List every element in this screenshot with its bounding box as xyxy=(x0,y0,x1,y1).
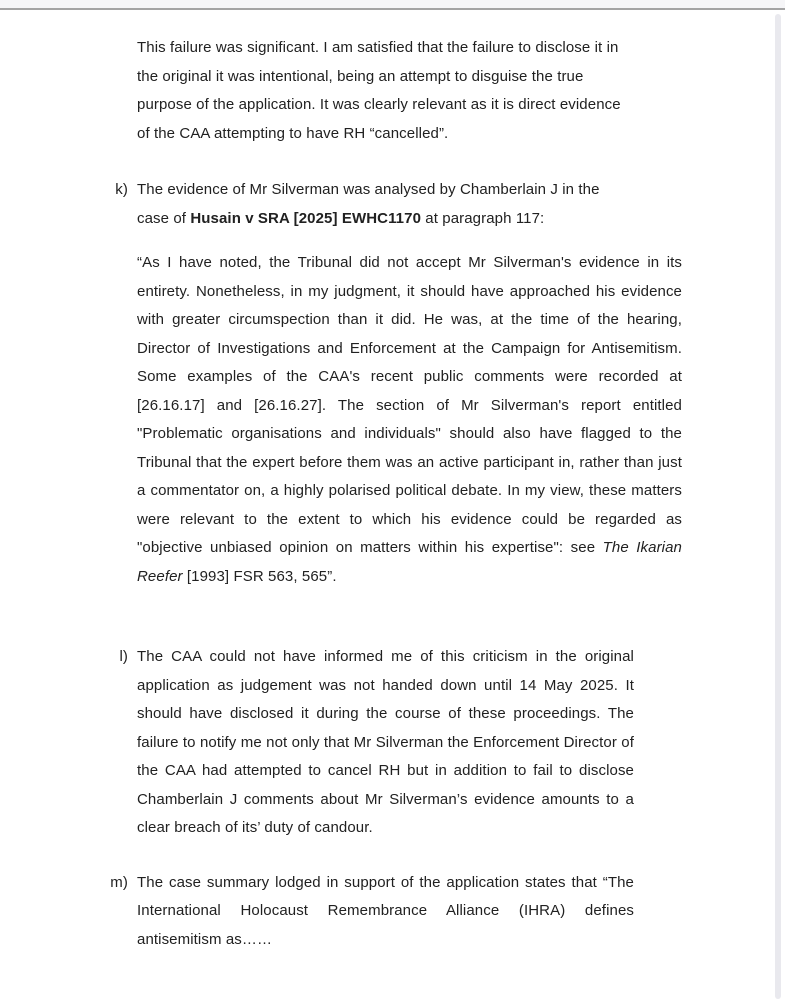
item-l-text: The CAA could not have informed me of this criticism in the original application as judgement was not handed down until 14 May 2025. It should have disclosed it during the course of these proceedings. The failure to notify me not only that Mr Silverman the Enforcement Director of the CAA had attempted to cancel RH but in addition to fail to disclose Chamberlain J comments about Mr Silverman’s evidence amounts to a clear breach of its’ duty of candour. xyxy=(137,648,634,836)
list-item-m xyxy=(105,869,773,955)
list-item-k xyxy=(105,176,773,233)
list-label-m: m) xyxy=(110,873,128,891)
paragraph-intro: This failure was significant. I am satisfied that the failure to disclose it in the original it was intentional, being an attempt to disguise the true purpose of the application. It was clearly relevant as it is direct evidence of the CAA attempting to have RH “cancelled”. xyxy=(137,39,621,142)
list-item-l xyxy=(105,643,773,843)
document-page xyxy=(0,12,773,1001)
quote-text-before: “As I have noted, the Tribunal did not accept Mr Silverman's evidence in its entirety. Nonetheless, in my judgment, it should have approached his evidence with greater circumspection than it did. He was, at the time of the hearing, Director of Investigations and Enforcement at the Campaign for Antisemitism. Some examples of the CAA's recent public comments were recorded at [26.16.17] and [26.16.27]. The section of Mr Silverman's report entitled "Problematic organisations and individuals" should also have flagged to the Tribunal that the expert before them was an active participant in, rather than just a commentator on, a highly polarised political debate. In my view, these matters were relevant to the extent to which his evidence could be regarded as "objective unbiased opinion on matters within his expertise": see xyxy=(137,254,682,556)
list-label-l: l) xyxy=(119,648,128,665)
case-name-italic: The Ikarian Reefer xyxy=(137,539,682,585)
scrollbar-track[interactable] xyxy=(775,14,781,999)
item-k-text xyxy=(137,176,634,233)
blockquote-judgment-excerpt xyxy=(137,249,682,591)
quote-text-after: [1993] FSR 563, 565”. xyxy=(182,567,337,585)
item-k-text-before: The evidence of Mr Silverman was analysed by Chamberlain J in the case of xyxy=(137,181,600,227)
list-label-k: k) xyxy=(115,181,128,198)
browser-chrome-strip xyxy=(0,0,785,10)
item-m-text: The case summary lodged in support of the application states that “The International Holocaust Remembrance Alliance (IHRA) defines antisemitism as…… xyxy=(137,873,634,948)
case-citation-bold: Husain v SRA [2025] EWHC1170 xyxy=(190,209,422,227)
item-k-text-after: at paragraph 117: xyxy=(421,209,545,227)
